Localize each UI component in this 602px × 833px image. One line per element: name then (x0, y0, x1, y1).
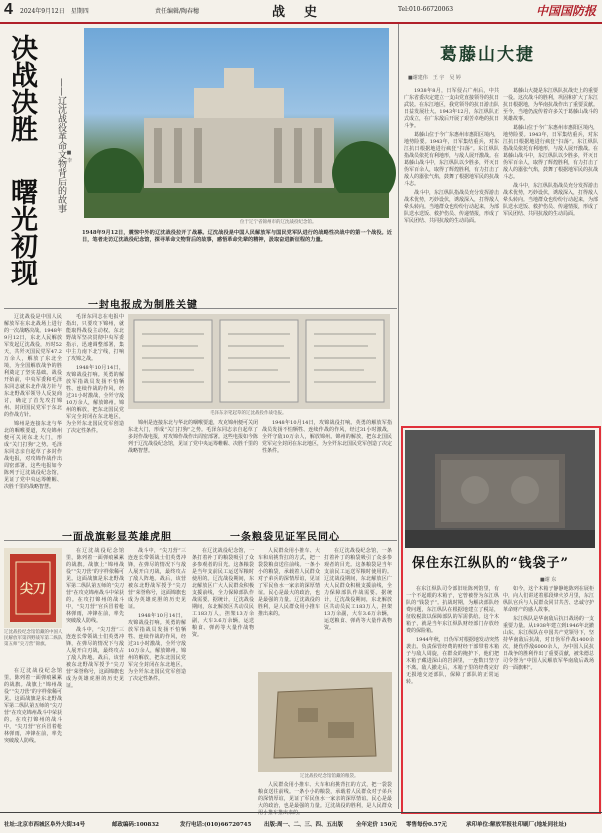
newspaper-logo: 中国国防报 (535, 4, 596, 18)
page-header (0, 0, 602, 24)
right-author: ■谢建伟 王 宇 吴 婷 (408, 75, 461, 81)
section-2-col-1: 在辽沈战役纪念馆里，陈列着一面弹痕累累的战旗。战旗上“锦州战役”“尖刀营”的字样依稀可见。这面战旗是东北野战军第二纵队第五师的“尖刀营”在攻克锦州战斗中荣获的。在攻打锦州的战斗中，“尖刀营”官兵冒着枪林弹雨，冲锋在前，率先突破敌人防线。 (4, 668, 62, 744)
section-title-3: 一条粮袋见证军民同心 (230, 532, 340, 543)
svg-text:尖刀: 尖刀 (19, 582, 47, 597)
memorial-photo-caption: 位于辽宁省锦州市的辽沈战役纪念馆。 (240, 220, 317, 225)
footer-postcode: 邮政编码:100832 (112, 822, 159, 828)
footer-fax: 发行电话:(010)66720745 (180, 822, 252, 828)
footer-publish: 出版:周一、二、三、四、五出版 (264, 822, 344, 828)
divider (4, 308, 397, 309)
story-col-1: 在东江纵队司令部旧址陈列馆里，有一个不起眼的木箱子，它曾被誉为东江纵队的“钱袋子”。抗战时期，为解决部队经费问题，东江纵队在根据地建立了税站，征收税款以保障部队的军需供给。这个木箱子，就是当年东江纵队财经部门存放经费的保险箱。 1944年秋，日伪军对根据地发动突然袭击。负责保管经费的财经干部带着木箱子与敌人周旋，在群众的掩护下，他们把木箱子藏进深山的岩洞里，一连数日坚守不离。敌人撤走后，木箱子里的经费完好无损地交还部队，保障了部队的正常运转。 (406, 586, 499, 685)
section-name: 战 史 (272, 5, 321, 20)
editor: 责任编辑/陶春穗 (155, 8, 200, 15)
battle-flag-icon (4, 548, 62, 628)
dongjiang-photo (405, 430, 595, 548)
issue-date: 2024年9月12日 星期四 (20, 8, 89, 15)
section-2-col-3: 战斗中，“尖刀营”三连连长带领战士们英勇冲锋，在弹尽的情况下与敌人展开白刃战，最终攻占了敌人阵地。战后，该营被东北野战军授予“尖刀营”荣誉称号，这面锦旗也成为英雄虎胆的历史见证。 1948年10月14日，攻锦战役打响。英勇的解放军指战员发扬不怕牺牲、连续作战的作风，经过31小时激战，全歼守敌10万余人，解放锦州。锦州的解放，把东北国民党军完全封闭在东北地区，为全歼东北国民党军创造了决定性条件。 (128, 548, 186, 682)
column-rule (398, 24, 399, 809)
section-3-col-3: 在辽沈战役纪念馆，一条打着补丁的粮袋吸引了众多参观者的目光。这条粮袋是当年支前民工运送军粮时使用的。辽沈战役期间，东北解放区广大人民群众积极支援前线，全力保障部队作战需要。据统计，辽沈战役期间，东北解放区共动员民工183万人，担架13万余副，大车3.6万余辆，运送粮食、弹药等大量作战物资。 (324, 548, 392, 631)
right-col-1: 1938年8月，日军侵占广州后，中共广东省委决定建立一支由党直接领导的抗日武装。在东江地区，我党领导的抗日游击队日益发展壮大。1943年12月，东江纵队正式成立，在广东敌后开展了艰苦卓绝的抗日斗争。 葛藤山位于今广东惠州市惠阳区境内，地势险要。1943年，日军集结重兵，对东江抗日根据地进行疯狂“扫荡”。东江纵队指战员依托有利地形，与敌人展开激战。在葛藤山战斗中，东江纵队以少胜多，歼灭日伪军百余人，取得了辉煌胜利，有力打击了敌人的嚣张气焰，鼓舞了根据地军民的抗战斗志。 战斗中，东江纵队指战员充分发挥游击战术优势，巧妙设伏，诱敌深入，打得敌人晕头转向。当地群众也纷纷行动起来，为部队送水送饭、救护伤员、传递情报，形成了军民团结、共同抗敌的生动局面。 (404, 88, 500, 224)
section-2-col-2: 在辽沈战役纪念馆里，陈列着一面弹痕累累的战旗。战旗上“锦州战役”“尖刀营”的字样依稀可见。这面战旗是东北野战军第二纵队第五师的“尖刀营”在攻克锦州战斗中荣获的。在攻打锦州的战斗中，“尖刀营”官兵冒着枪林弹雨，冲锋在前，率先突破敌人防线。 战斗中，“尖刀营”三连连长带领战士们英勇冲锋，在弹尽的情况下与敌人展开白刃战，最终攻占了敌人阵地。战后，该营被东北野战军授予“尖刀营”荣誉称号，这面锦旗也成为英雄虎胆的历史见证。 (66, 548, 124, 689)
grain-bag-icon (258, 672, 392, 772)
right-title: 葛藤山大捷 (440, 45, 535, 65)
page-footer (0, 812, 602, 833)
footer-retail: 零售每份0.57元 (406, 822, 447, 828)
main-title-b: 曙光初现 (6, 178, 37, 286)
flag-caption: 辽沈战役纪念馆馆藏的中国人民解放军第四野战军第二纵队第五师“尖刀营”锦旗。 (4, 630, 63, 647)
lead-paragraph: 1948年9月12日，震惊中外的辽沈战役拉开了战幕。辽沈战役是中国人民解放军与国民党军队进行的战略性决战中的第一个战役。近日，笔者走访辽沈战役纪念馆，探寻革命文物背后的故事，感悟革命先辈的精神，汲取奋进新征程的力量。 (82, 230, 392, 243)
bag-caption: 辽沈战役纪念馆馆藏的粮袋。 (300, 774, 359, 779)
telegram-photo (128, 314, 390, 409)
main-author: ■ 李 (66, 150, 72, 163)
memorial-photo (84, 28, 389, 218)
bag-photo (258, 672, 392, 772)
section-3-col-1: 在辽沈战役纪念馆，一条打着补丁的粮袋吸引了众多参观者的目光。这条粮袋是当年支前民工运送军粮时使用的。辽沈战役期间，东北解放区广大人民群众积极支援前线，全力保障部队作战需要。据统计，辽沈战役期间，东北解放区共动员民工183万人，担架13万余副，大车3.6万余辆，运送粮食、弹药等大量作战物资。 (192, 548, 254, 638)
section-1-col-3: 锦州是连接东北与华北的咽喉要道，攻克锦州便可关闭东北大门，形成“关门打狗”之势。毛泽东同志亲自起草了多封作战电报，对攻锦作战作出周密部署。这些电报如今陈列于辽沈战役纪念馆，见证了党中央运筹帷幄、决胜千里的战略智慧。 (128, 420, 259, 454)
section-3-col-4: 人民群众用小推车、大车和肩挑背扛的方式，把一袋袋粮食送往前线。一条小小的粮袋，承载着人民群众对子弟兵的深情厚谊，见证了军民鱼水一家亲的深厚情谊。民心是最大的政治，也是最强的力量。辽沈战役的胜利，是人民群众用小推车推出来的。 (258, 782, 392, 816)
main-subtitle: ——辽沈战役革命文物背后的故事 (56, 78, 66, 213)
section-title-1: 一封电报成为制胜关键 (88, 300, 198, 311)
section-title-2: 一面战旗彰显英雄虎胆 (62, 532, 172, 543)
monument-icon (405, 430, 595, 548)
story-col-2: 如今，这个木箱子静静地陈列在展柜中，向人们讲述着那段烽火岁月里，东江纵队官兵与人民群众同甘共苦、忠诚守护革命财产的感人故事。 东江纵队是华南敌后抗日战场的一支重要力量。从1938年建立到1946年北撤山东，东江纵队在中国共产党领导下，坚持华南敌后抗战，对日伪军作战1400余次，毙伤俘敌6000余人，为中国人民抗日战争的胜利作出了重要贡献，被朱德总司令誉为“中国人民解放军华南敌后战场的一面旗帜”。 (503, 586, 594, 671)
telephone: Tel:010-66720063 (398, 6, 454, 13)
section-1-col-4: 1948年10月14日，攻锦战役打响。英勇的解放军指战员发扬不怕牺牲、连续作战的作风，经过31小时激战，全歼守敌10万余人，解放锦州。锦州的解放，把东北国民党军完全封闭在东北地区，为全歼东北国民党军创造了决定性条件。 (262, 420, 393, 454)
section-1-col-2: 毛泽东同志在电报中指出，只要攻下锦州，就能取得战役主动权。东北野战军坚决贯彻中央军委指示，迅速调整部署，集中主力南下北宁线，打响了攻锦之战。 1948年10月14日，攻锦战役打响。英勇的解放军指战员发扬不怕牺牲、连续作战的作风，经过31小时激战，全歼守敌10万余人，解放锦州。锦州的解放，把东北国民党军完全封闭在东北地区，为全歼东北国民党军创造了决定性条件。 (66, 314, 124, 434)
main-title-a: 决战决胜 (6, 34, 37, 142)
footer-printer: 承印单位:解放军报社印刷厂(地址同社址) (466, 822, 567, 828)
telegram-document-icon (128, 314, 390, 409)
footer-price: 全年定价 150元 (356, 822, 397, 828)
right-col-2: 葛藤山大捷是东江纵队抗战史上的重要一役。这次战斗的胜利，巩固和扩大了东江抗日根据地，为华南抗战作出了重要贡献。至今，当地仍流传着许多关于葛藤山战斗的英雄故事。 葛藤山位于今广东惠州市惠阳区境内，地势险要。1943年，日军集结重兵，对东江抗日根据地进行疯狂“扫荡”。东江纵队指战员依托有利地形，与敌人展开激战。在葛藤山战斗中，东江纵队以少胜多，歼灭日伪军百余人，取得了辉煌胜利，有力打击了敌人的嚣张气焰，鼓舞了根据地军民的抗战斗志。 战斗中，东江纵队指战员充分发挥游击战术优势，巧妙设伏，诱敌深入，打得敌人晕头转向。当地群众也纷纷行动起来，为部队送水送饭、救护伤员、传递情报，形成了军民团结、共同抗敌的生动局面。 (503, 88, 599, 217)
section-3-col-2: 人民群众用小推车、大车和肩挑背扛的方式，把一袋袋粮食送往前线。一条小小的粮袋，承载着人民群众对子弟兵的深情厚谊，见证了军民鱼水一家亲的深厚情谊。民心是最大的政治，也是最强的力量。辽沈战役的胜利，是人民群众用小推车推出来的。 (258, 548, 320, 617)
page-number: 4 (4, 1, 13, 18)
flag-photo (4, 548, 62, 628)
telegram-caption: 毛泽东亲笔起草的辽沈战役作战电报。 (210, 411, 287, 416)
memorial-building-icon (84, 28, 389, 218)
story-author: ■谢 东 (540, 577, 557, 583)
footer-address: 社址:北京市西城区阜外大街34号 (4, 822, 86, 828)
story-title: 保住东江纵队的“钱袋子” (412, 556, 569, 571)
section-1-col-1: 辽沈战役是中国人民解放军在东北战场上进行的一次战略决战。1948年9月12日，东北人民解放军发起辽沈战役，历时52天，共歼灭国民党军47.2万余人，解放了东北全境，为全国解放战争的胜利奠定了坚实基础。战役开始前，中央军委和毛泽东同志就东北作战方针与东北野战军领导人反复商讨，确定了首先攻打锦州、封闭国民党军于东北的作战方针。 锦州是连接东北与华北的咽喉要道，攻克锦州便可关闭东北大门，形成“关门打狗”之势。毛泽东同志亲自起草了多封作战电报，对攻锦作战作出周密部署。这些电报如今陈列于辽沈战役纪念馆，见证了党中央运筹帷幄、决胜千里的战略智慧。 (4, 314, 62, 490)
